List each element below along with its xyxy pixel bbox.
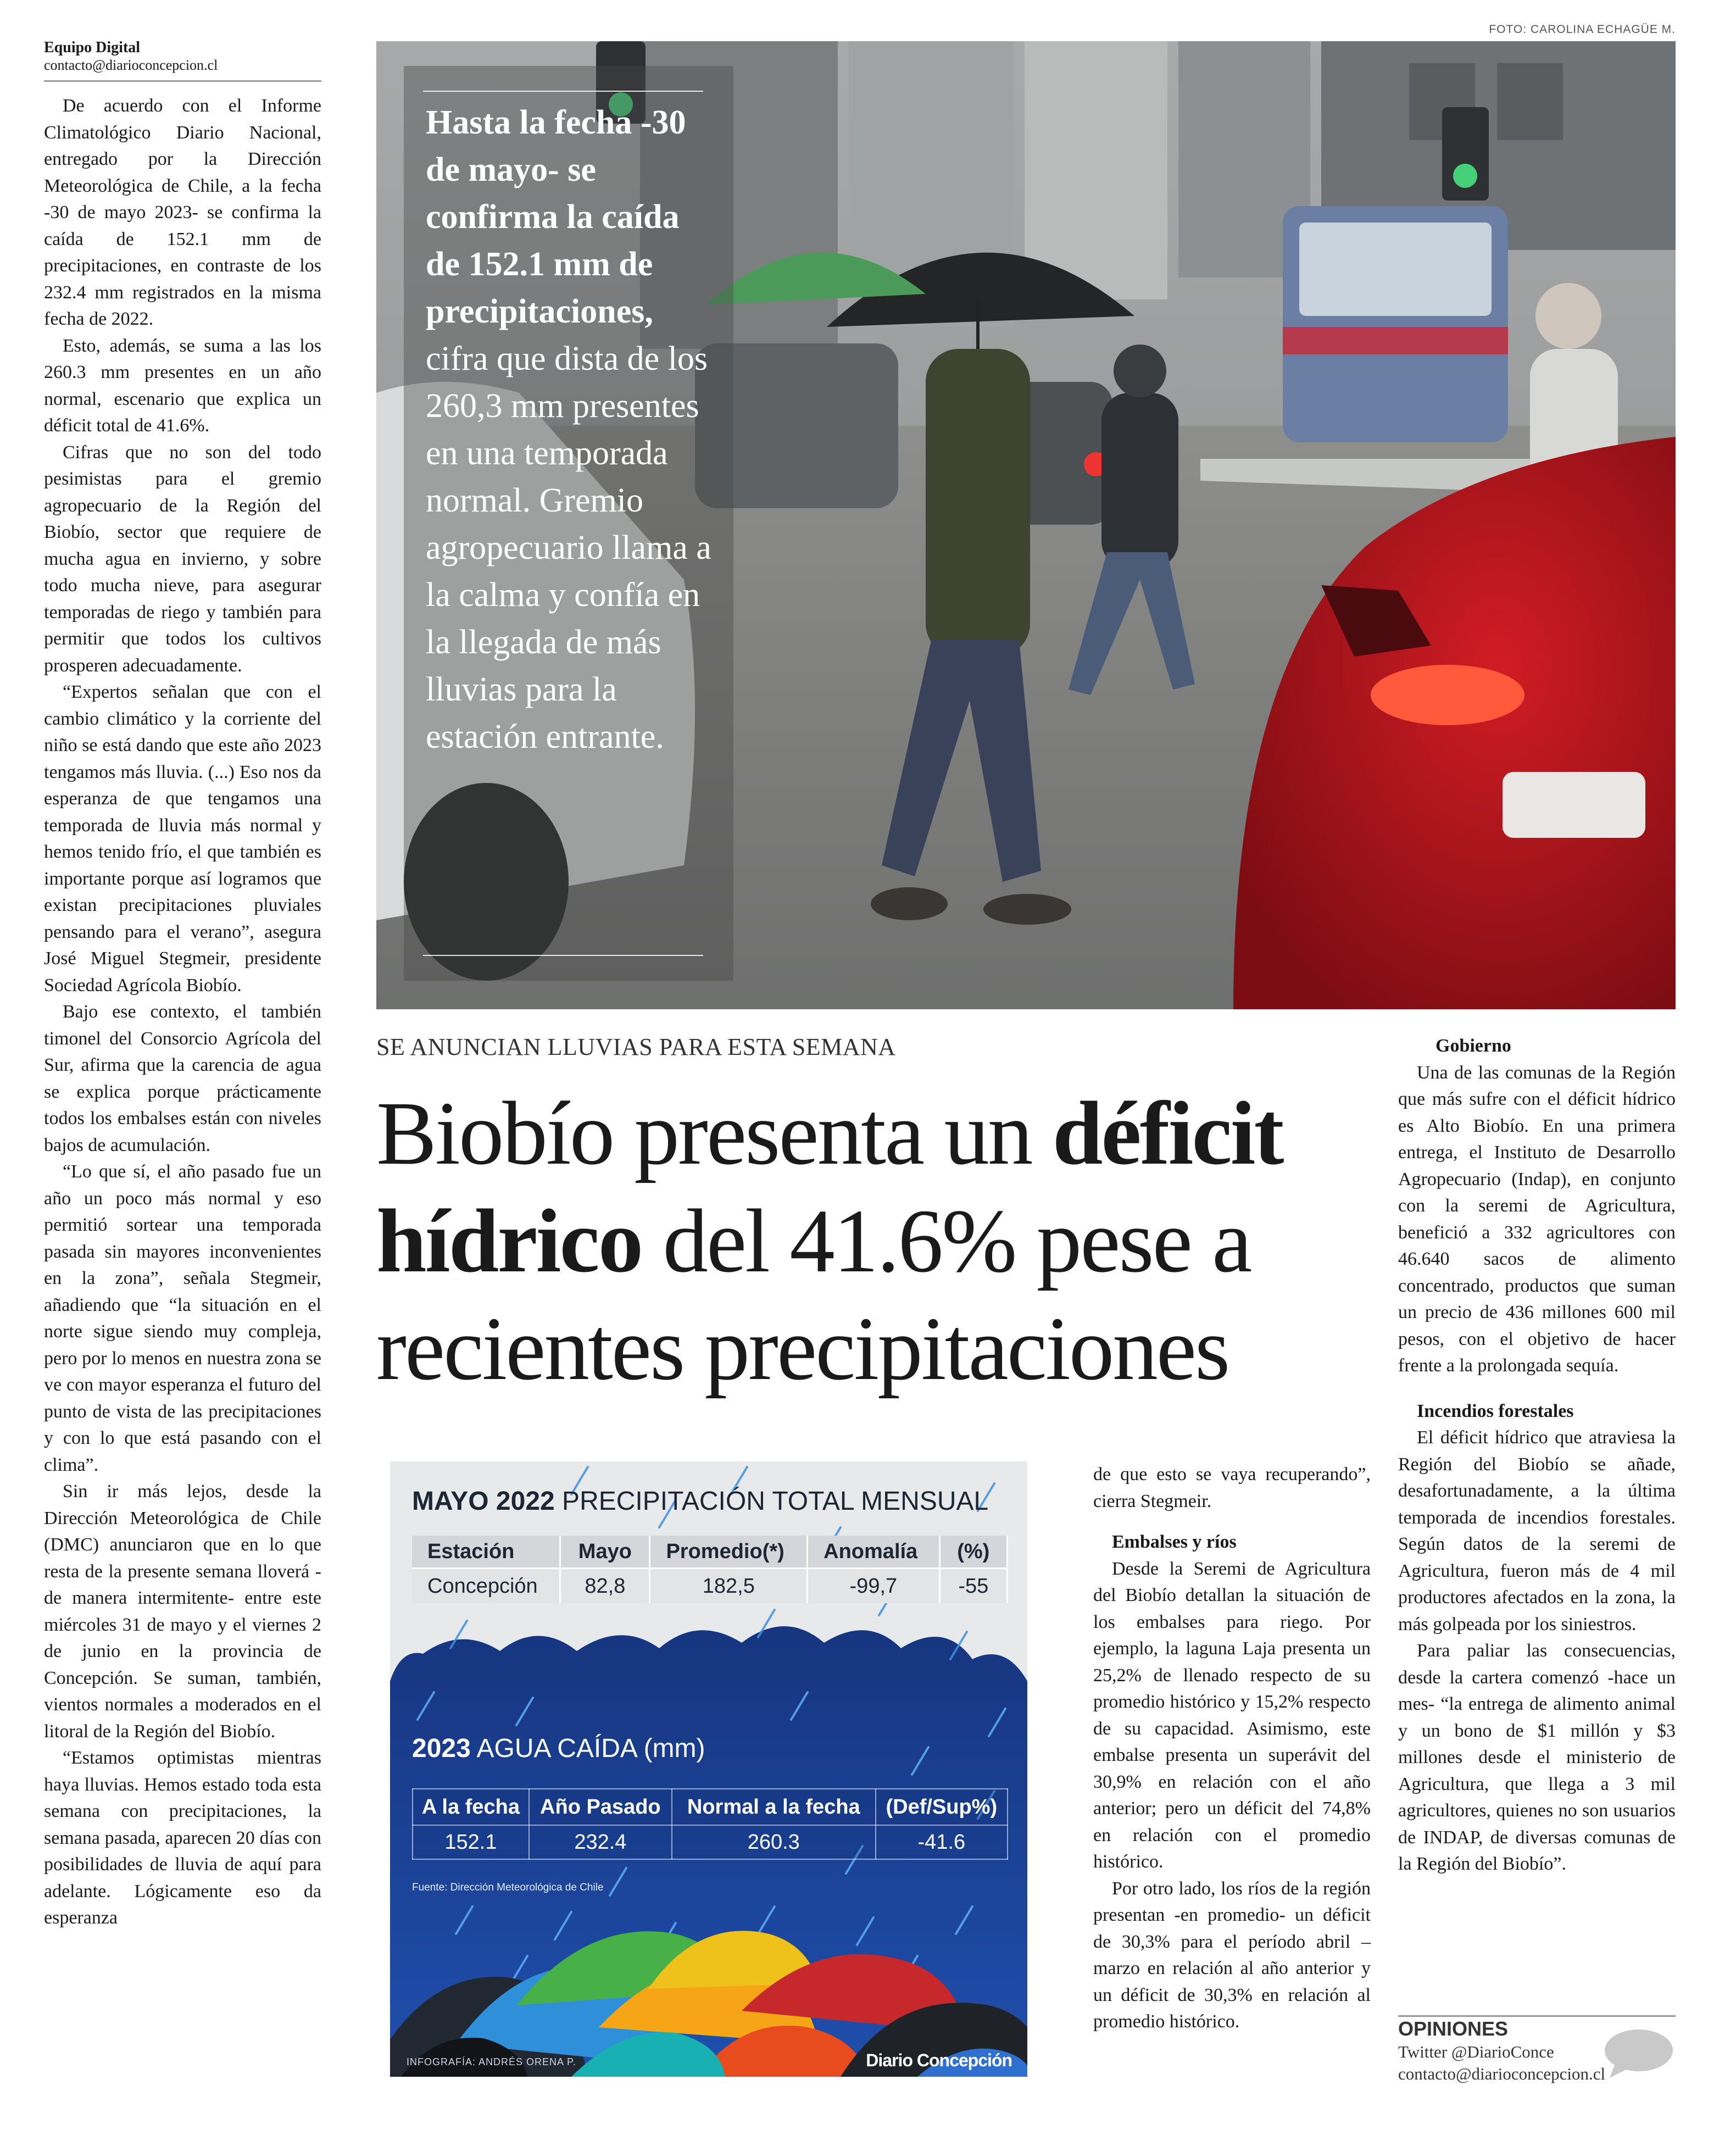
infographic-title-2023-rest: AGUA CAÍDA (mm)	[470, 1734, 705, 1763]
table-cell: -99,7	[808, 1569, 939, 1604]
pullquote-rule-bottom	[423, 955, 703, 956]
paragraph: De acuerdo con el Informe Climatológico Diario Nacional, entregado por la Dirección Meteorológica de Chile, a la fecha -30 de mayo 2023- se confirma la caída de 152.1 mm de precipitaciones, en contraste de los 232.4 mm registrados en la misma fecha de 2022.	[44, 96, 321, 329]
opinions-twitter[interactable]: Twitter @DiarioConce	[1398, 2042, 1554, 2061]
table-header: Normal a la fecha	[672, 1789, 876, 1825]
table-cell: -55	[939, 1569, 1007, 1604]
paragraph: Por otro lado, los ríos de la región presentan -en promedio- un déficit de 30,3% para el período abril – marzo en relación al año anterior y un déficit de 30,3% en relación al promedio histórico.	[1093, 1878, 1371, 2032]
paragraph: “Estamos optimistas mientras haya lluvias. Hemos estado toda esta semana con precipitaciones, la semana pasada, aparecen 20 días con posibilidades de lluvia de aquí para adelante. Lógicamente eso da esperanza	[44, 1748, 321, 1928]
right-column	[1398, 1033, 1676, 1878]
infographic-credit: INFOGRAFÍA: ANDRÉS ORENA P.	[407, 2056, 576, 2067]
infographic-title-2022-rest: PRECIPITACIÓN TOTAL MENSUAL	[554, 1487, 989, 1516]
table-cell: Concepción	[412, 1569, 560, 1604]
rainfall-2023-table	[412, 1788, 1008, 1860]
table-cell: 152.1	[413, 1825, 529, 1859]
headline	[376, 1080, 1393, 1403]
subhead-embalses: Embalses y ríos	[1112, 1532, 1237, 1552]
pullquote	[426, 99, 714, 760]
infographic-title-2022-bold: MAYO 2022	[412, 1487, 555, 1516]
table-header-row	[413, 1789, 1008, 1825]
newspaper-logo: Diario Concepción	[866, 2050, 1012, 2070]
byline-name: Equipo Digital	[44, 39, 141, 56]
precipitation-infographic	[390, 1461, 1027, 2077]
middle-column	[1093, 1461, 1371, 2036]
speech-bubble-icon	[1603, 2027, 1674, 2080]
paragraph: Para paliar las consecuencias, desde la cartera comenzó -hace un mes- “la entrega de alimento animal y un bono de $1 millón y $3 millones desde el ministerio de Agricultura, que llega a 3 mil agricultores, quienes no son usuarios de INDAP, de diversas comunas de la Región del Biobío”.	[1398, 1641, 1676, 1874]
opinions-label: OPINIONES	[1398, 2017, 1509, 2040]
table-header: Estación	[412, 1536, 560, 1569]
table-cell: 232.4	[529, 1825, 672, 1859]
left-column	[44, 38, 321, 1932]
table-header-row	[412, 1536, 1008, 1569]
table-row	[412, 1569, 1008, 1604]
opinions-email[interactable]: contacto@diarioconcepcion.cl	[1398, 2064, 1606, 2083]
infographic-source: Fuente: Dirección Meteorológica de Chile	[412, 1882, 604, 1893]
table-header: Anomalía	[808, 1536, 939, 1569]
byline-email[interactable]: contacto@diarioconcepcion.cl	[44, 57, 218, 73]
subhead-gobierno: Gobierno	[1435, 1036, 1511, 1056]
pullquote-bold: Hasta la fecha -30 de mayo- se confirma la caída de 152.1 mm de precipitaciones,	[426, 104, 686, 330]
table-cell: 260.3	[672, 1825, 876, 1859]
paragraph: El déficit hídrico que atraviesa la Región del Biobío se añade, desafortunadamente, a la última temporada de incendios forestales. Según datos de la seremi de Agricultura, fueron más de 4 mil productores afectados en la zona, la más golpeada por los siniestros.	[1398, 1427, 1676, 1634]
table-header: A la fecha	[413, 1789, 529, 1825]
infographic-title-2023	[412, 1733, 705, 1764]
paragraph: “Lo que sí, el año pasado fue un año un poco más normal y eso permitió sortear una temporada pasada sin mayores inconvenientes en la zona”, señala Stegmeir, añadiendo que “la situación en el norte sigue siendo muy compleja, pero por lo menos en nuestra zona se ve con mayor esperanza el futuro del punto de vista de las precipitaciones y con lo que está pasando con el clima”.	[44, 1161, 321, 1475]
pullquote-rule-top	[423, 91, 703, 92]
table-header: Mayo	[560, 1536, 650, 1569]
paragraph: de que esto se vaya recuperando”, cierra Stegmeir.	[1093, 1464, 1371, 1511]
paragraph: Sin ir más lejos, desde la Dirección Meteorológica de Chile (DMC) anunciaron que en lo que resta de la presente semana lloverá -de manera intermitente- entre este miércoles 31 de mayo y el viernes 2 de junio en la provincia de Concepción. Se suman, también, vientos normales a moderados en el litoral de la Región del Biobío.	[44, 1481, 321, 1742]
paragraph: “Expertos señalan que con el cambio climático y la corriente del niño se está dando que este año 2023 tengamos más lluvia. (...) Eso nos da esperanza de que tengamos una temporada de lluvia más normal y hemos tenido frío, el que también es importante porque así logramos que existan precipitaciones pluviales pensando para el verano”, asegura José Miguel Stegmeir, presidente Sociedad Agrícola Biobío.	[44, 682, 321, 996]
opinions-divider	[1398, 2015, 1676, 2017]
table-header: (%)	[939, 1536, 1007, 1569]
table-cell: 82,8	[560, 1569, 650, 1604]
paragraph: Bajo ese contexto, el también timonel del Consorcio Agrícola del Sur, afirma que la carencia de agua se explica porque prácticamente todos los embalses están con niveles bajos de acumulación.	[44, 1002, 321, 1155]
monthly-precipitation-table	[412, 1536, 1008, 1603]
table-cell: 182,5	[650, 1569, 808, 1604]
table-header: Año Pasado	[529, 1789, 672, 1825]
left-body-text	[44, 93, 321, 1932]
infographic-title-2022	[412, 1486, 988, 1516]
headline-part2: del 41.6% pese a recientes precipitaciones	[376, 1191, 1251, 1399]
table-cell: -41.6	[876, 1825, 1008, 1859]
pullquote-regular: cifra que dista de los 260,3 mm presentes en una temporada normal. Gremio agropecuario llama a la calma y confía en la llegada de más lluvias para la estación entrante.	[426, 340, 711, 755]
table-header: (Def/Sup%)	[876, 1789, 1008, 1825]
headline-kicker: SE ANUNCIAN LLUVIAS PARA ESTA SEMANA	[376, 1033, 896, 1060]
photo-credit: FOTO: CAROLINA ECHAGÜE M.	[1489, 23, 1676, 36]
subhead-incendios: Incendios forestales	[1417, 1400, 1574, 1421]
infographic-title-2023-bold: 2023	[412, 1734, 471, 1763]
byline-divider	[44, 80, 321, 82]
headline-bold: déficit hídrico	[376, 1083, 1283, 1291]
paragraph: Una de las comunas de la Región que más sufre con el déficit hídrico es Alto Biobío. En una primera entrega, el Instituto de Desarrollo Agropecuario (Indap), en conjunto con la seremi de Agricultura, benefició a 332 agricultores con 46.640 sacos de alimento concentrado, productos que suman un precio de 436 millones 600 mil pesos, con el objetivo de hacer frente a la prolongada sequía.	[1398, 1062, 1676, 1376]
table-row	[413, 1825, 1008, 1859]
paragraph: Desde la Seremi de Agricultura del Biobío detallan la situación de los embalses para riego. Por ejemplo, la laguna Laja presenta un 25,2% de llenado respecto de su promedio histórico y 15,2% respecto de su capacidad. Asimismo, este embalse presenta un superávit del 30,9% en relación con el año anterior; pero un déficit del 74,8% en relación con el promedio histórico.	[1093, 1558, 1371, 1872]
paragraph: Cifras que no son del todo pesimistas para el gremio agropecuario de la Región del Biobío, sector que requiere de mucha agua en invierno, y sobre todo mucha nieve, para asegurar temporadas de riego y también para permitir que todos los cultivos prosperen adecuadamente.	[44, 442, 321, 676]
table-header: Promedio(*)	[650, 1536, 808, 1569]
headline-part1: Biobío presenta un	[376, 1083, 1053, 1183]
paragraph: Esto, además, se suma a las los 260.3 mm presentes en un año normal, escenario que explica un déficit total de 41.6%.	[44, 335, 321, 436]
